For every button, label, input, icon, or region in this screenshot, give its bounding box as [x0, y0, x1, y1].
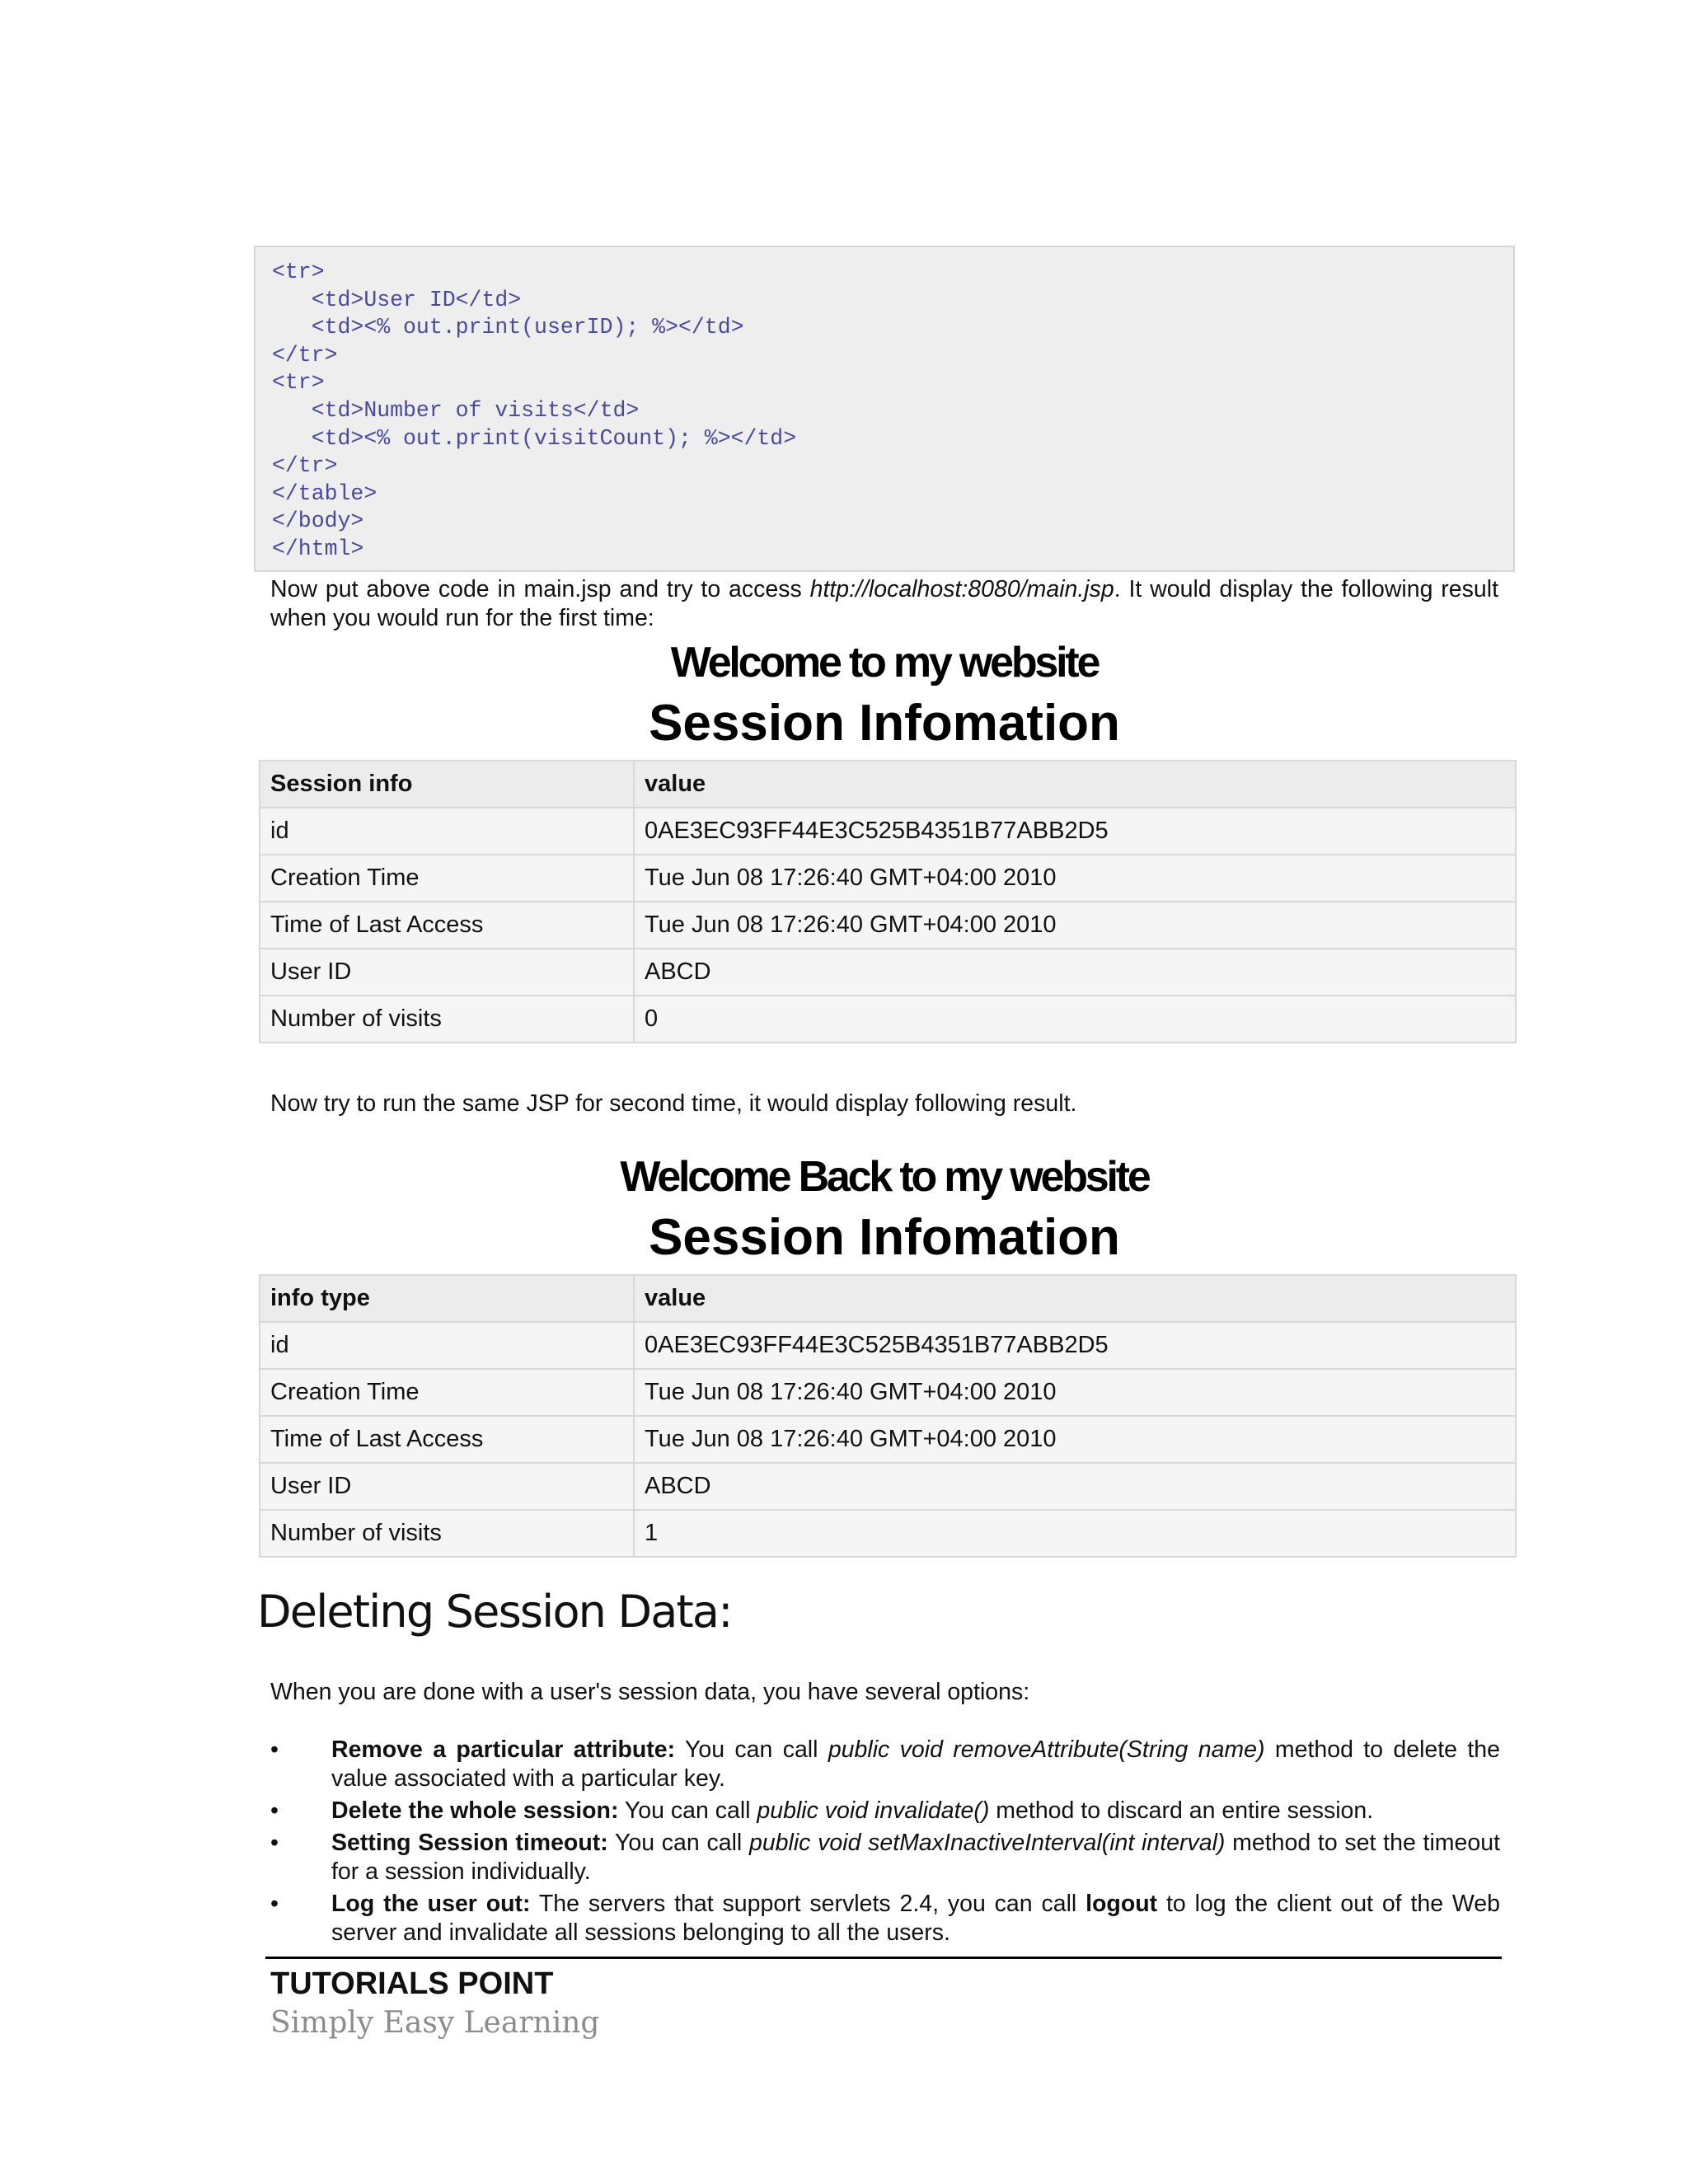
item-text: The servers that support servlets 2.4, you can call	[530, 1891, 1086, 1917]
session-info-table	[259, 760, 1517, 1043]
table-cell: Number of visits	[260, 996, 634, 1043]
second-run-paragraph: Now try to run the same JSP for second time, it would display following result.	[270, 1090, 1077, 1117]
session-info-table	[259, 1274, 1517, 1558]
table-cell: User ID	[260, 1463, 634, 1510]
table-cell: Tue Jun 08 17:26:40 GMT+04:00 2010	[634, 1416, 1516, 1463]
item-term: Delete the whole session:	[331, 1797, 619, 1824]
table-header-row	[260, 761, 1516, 808]
table-cell: id	[260, 1322, 634, 1369]
table-row	[260, 1463, 1516, 1510]
code-line: <td>User ID</td>	[272, 287, 522, 312]
section-heading: Deleting Session Data:	[257, 1586, 732, 1638]
code-line: </html>	[272, 536, 364, 561]
welcome-back-heading: Welcome Back to my website	[620, 1153, 1149, 1201]
item-text: method to set the timeout for a session individually.	[331, 1830, 1500, 1885]
code-block	[254, 246, 1515, 572]
table-cell: Creation Time	[260, 1369, 634, 1416]
header-cell: value	[634, 1275, 1516, 1322]
method-signature: public void setMaxInactiveInterval(int interval)	[748, 1830, 1226, 1856]
table-row	[260, 855, 1516, 902]
table-header-row	[260, 1275, 1516, 1322]
header-cell: info type	[260, 1275, 634, 1322]
method-signature: public void removeAttribute(String name)	[828, 1736, 1265, 1763]
code-line: </tr>	[272, 342, 338, 368]
table-row	[260, 1510, 1516, 1557]
footer-tagline: Simply Easy Learning	[270, 2006, 600, 2040]
item-term: Log the user out:	[331, 1891, 531, 1917]
table-cell: 0	[634, 996, 1516, 1043]
logout-keyword: logout	[1085, 1891, 1158, 1917]
welcome-heading: Welcome to my website	[670, 639, 1099, 687]
code-line: <td>Number of visits</td>	[272, 397, 640, 423]
table-cell: 1	[634, 1510, 1516, 1557]
bullet-icon: •	[270, 1830, 279, 1856]
table-cell: ABCD	[634, 949, 1516, 996]
header-cell: value	[634, 761, 1516, 808]
list-item	[270, 1829, 1500, 1886]
session-info-heading: Session Infomation	[649, 1209, 1120, 1266]
table-cell: Time of Last Access	[260, 1416, 634, 1463]
code-line: <tr>	[272, 370, 325, 396]
bullet-icon: •	[270, 1736, 279, 1763]
code-line: <tr>	[272, 260, 325, 284]
method-signature: public void invalidate()	[757, 1797, 990, 1824]
table-cell: User ID	[260, 949, 634, 996]
table-cell: Creation Time	[260, 855, 634, 902]
table-cell: id	[260, 808, 634, 855]
options-list	[270, 1736, 1500, 1951]
item-text: method to discard an entire session.	[989, 1797, 1374, 1824]
table-cell: Tue Jun 08 17:26:40 GMT+04:00 2010	[634, 1369, 1516, 1416]
list-item	[270, 1890, 1500, 1947]
table-row	[260, 996, 1516, 1043]
table-row	[260, 1369, 1516, 1416]
item-text: You can call	[675, 1736, 828, 1763]
section-intro: When you are done with a user's session data, you have several options:	[270, 1679, 1030, 1705]
code-line: <td><% out.print(userID); %></td>	[272, 315, 744, 340]
item-text: You can call	[618, 1797, 757, 1824]
table-cell: 0AE3EC93FF44E3C525B4351B77ABB2D5	[634, 808, 1516, 855]
table-row	[260, 1322, 1516, 1369]
intro-text-end: . It would display the following result when you would run for the first time:	[270, 576, 1498, 631]
code-line: <td><% out.print(visitCount); %></td>	[272, 425, 797, 451]
footer-brand: TUTORIALS POINT	[270, 1966, 554, 2001]
table-row	[260, 808, 1516, 855]
table-cell: Tue Jun 08 17:26:40 GMT+04:00 2010	[634, 855, 1516, 902]
localhost-url: http://localhost:8080/main.jsp	[809, 576, 1114, 602]
item-text: You can call	[607, 1830, 749, 1856]
code-line: </tr>	[272, 453, 338, 479]
list-item	[270, 1797, 1500, 1825]
footer-divider	[265, 1957, 1502, 1959]
bullet-icon: •	[270, 1891, 279, 1917]
header-cell: Session info	[260, 761, 634, 808]
intro-paragraph	[270, 575, 1498, 633]
session-info-heading: Session Infomation	[649, 695, 1120, 752]
table-cell: ABCD	[634, 1463, 1516, 1510]
bullet-icon: •	[270, 1797, 279, 1824]
table-cell: Tue Jun 08 17:26:40 GMT+04:00 2010	[634, 902, 1516, 949]
table-row	[260, 1416, 1516, 1463]
intro-text: Now put above code in main.jsp and try to access	[270, 576, 810, 602]
item-term: Remove a particular attribute:	[331, 1736, 676, 1763]
item-text: to log the client out of the Web server and invalidate all sessions belonging to all the users.	[331, 1891, 1501, 1946]
code-line: </body>	[272, 509, 364, 534]
code-line: </table>	[272, 480, 377, 506]
list-item	[270, 1736, 1500, 1793]
item-term: Setting Session timeout:	[331, 1830, 608, 1856]
item-text: method to delete the value associated with a particular key.	[331, 1736, 1500, 1792]
table-cell: 0AE3EC93FF44E3C525B4351B77ABB2D5	[634, 1322, 1516, 1369]
table-cell: Number of visits	[260, 1510, 634, 1557]
table-row	[260, 949, 1516, 996]
table-row	[260, 902, 1516, 949]
table-cell: Time of Last Access	[260, 902, 634, 949]
